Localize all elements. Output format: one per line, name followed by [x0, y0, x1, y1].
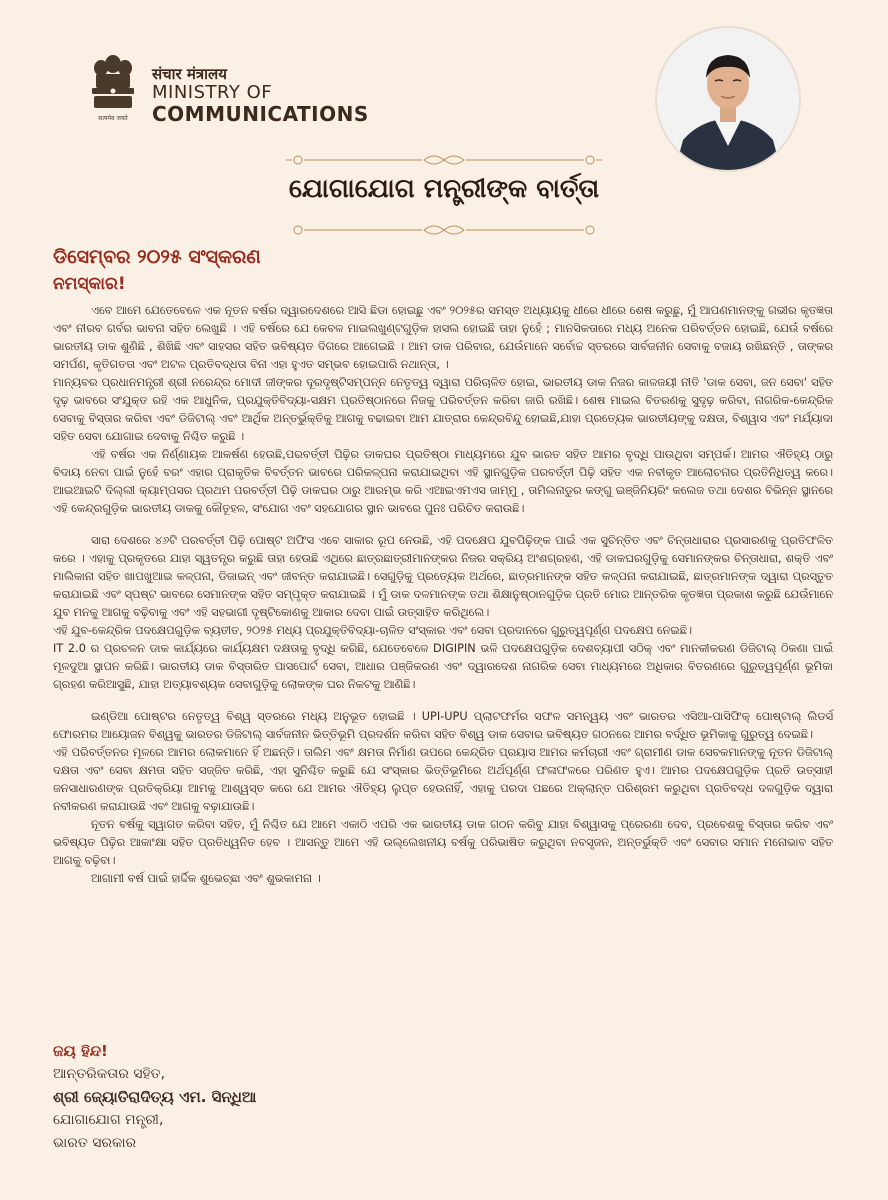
page-title: ଯୋଗାଯୋଗ ମନ୍ତ୍ରୀଙ୍କ ବାର୍ତ୍ତା	[288, 174, 600, 204]
edition-heading: ଡିସେମ୍ବର ୨୦୨୫ ସଂସ୍କରଣ	[53, 246, 261, 268]
paragraph: IT 2.0 ର ପ୍ରଚଳନ ଡାକ କାର୍ଯ୍ୟରେ କାର୍ଯ୍ୟକ୍ଷମ ଦକ୍ଷତାକୁ ବୃଦ୍ଧି କରିଛି, ଯେତେବେଳେ DIGIPIN ଭଳି ପଦକ୍ଷେପଗୁଡ଼ିକ ଦେଶବ୍ୟାପୀ ସଠିକ୍ ଏବଂ ମାନକୀକରଣ ଡିଜିଟାଲ୍ ଠିକଣା ପାଇଁ ମୂଳଦୁଆ ସ୍ଥାପନ କରିଛି। ଭାରତୀୟ ଡାକ ବିସ୍ତାରିତ ପାସପୋର୍ଟ ସେବା, ଆଧାର ପଞ୍ଜିକରଣ ଏବଂ ଦ୍ୱାରଦେଶ ନାଗରିକ ସେବା ମାଧ୍ୟମରେ ଅଧିକାର ବିତରଣରେ ଗୁରୁତ୍ୱପୂର୍ଣ୍ଣ ଭୂମିକା ଗ୍ରହଣ କରିଆସୁଛି, ଯାହା ଅତ୍ୟାବଶ୍ୟକ ସେବାଗୁଡ଼ିକୁ ଲୋକଙ୍କ ଘର ନିକଟକୁ ଆଣିଛି।	[53, 642, 833, 691]
ornamental-divider-top	[284, 152, 604, 168]
minister-portrait	[657, 28, 799, 170]
ministry-name-hindi: संचार मंत्रालय	[152, 65, 227, 83]
national-emblem-icon	[86, 52, 140, 124]
paragraph: ଆଗାମୀ ବର୍ଷ ପାଇଁ ହାର୍ଦ୍ଦିକ ଶୁଭେଚ୍ଛା ଏବଂ ଶୁଭକାମନା ।	[91, 872, 321, 885]
message-body	[53, 302, 833, 888]
paragraph: ଏବେ ଆମେ ଯେତେବେଳେ ଏକ ନୂତନ ବର୍ଷର ଦ୍ୱାରଦେଶରେ ଆସି ଛିଡା ହୋଇଛୁ ଏବଂ ୨୦୨୫ର ସମସ୍ତ ଅଧ୍ୟାୟକୁ ଧୀରେ ଧୀରେ ଶେଷ କରୁଛୁ, ମୁଁ ଆପଣମାନଙ୍କୁ ଗଭୀର କୃତଜ୍ଞତା ଏବଂ ନୀରବ ଗର୍ବର ଭାବନା ସହିତ ଲେଖୁଛି । ଏହି ବର୍ଷରେ ଯେ କେବଳ ମାଇଲଖୁଣ୍ଟଗୁଡ଼ିକ ହାସଲ ହୋଇଛି ତାହା ନୁହେଁ ; ମାନସିକତାରେ ମଧ୍ୟ ଅନେକ ପରିବର୍ତ୍ତନ ହୋଇଛି, ଯେଉଁ ବର୍ଷରେ ଭାରତୀୟ ଡାକ ଶୁଣିଛି , ଶିଖିଛି ଏବଂ ସାହସର ସହିତ ଭବିଷ୍ୟତ ଦିଗରେ ଆଗେଇଛି । ଆମ ଡାକ ପରିବାର, ଯେଉଁମାନେ ସର୍ବୋଚ୍ଚ ସ୍ତରରେ ସାର୍ବଜନୀନ ସେବାକୁ ବଜାୟ ରଖିଛନ୍ତି , ତାଙ୍କର ସମର୍ପଣ, କୃତିଗତତା ଏବଂ ଅଟଳ ପ୍ରତିବଦ୍ଧତା ବିନା ଏହା ହୁଏତ ସମ୍ଭବ ହୋଇପାରି ନଥାନ୍ତା, ।	[53, 304, 833, 371]
paragraph: ନୂତନ ବର୍ଷକୁ ସ୍ୱାଗତ କରିବା ସହିତ, ମୁଁ ନିଶ୍ଚିତ ଯେ ଆମେ ଏକାଠି ଏପରି ଏକ ଭାରତୀୟ ଡାକ ଗଠନ କରିବୁ ଯାହା ବିଶ୍ୱାସକୁ ପ୍ରେରଣା ଦେବ, ପ୍ରବେଶକୁ ବିସ୍ତାର କରିବ ଏବଂ ଭବିଷ୍ୟତ ପିଢ଼ିର ଆକାଂକ୍ଷା ସହିତ ପ୍ରତିଧ୍ୱନିତ ହେବ । ଆସନ୍ତୁ ଆମେ ଏହି ଉଲ୍ଲେଖନୀୟ ବର୍ଷକୁ ପରିଭାଷିତ କରୁଥିବା ନବସୃଜନ, ଅନ୍ତର୍ଭୁକ୍ତି ଏବଂ ସେବାର ସମାନ ମନୋଭାବ ସହିତ ଆଗକୁ ବଢ଼ିବା।	[53, 818, 833, 867]
paragraph: ମାନ୍ୟବର ପ୍ରଧାନମନ୍ତ୍ରୀ ଶ୍ରୀ ନରେନ୍ଦ୍ର ମୋଦୀ ଜୀଙ୍କର ଦୂରଦୃଷ୍ଟିସମ୍ପନ୍ନ ନେତୃତ୍ୱ ଦ୍ୱାରା ପରିଚାଳିତ ହୋଇ, ଭାରତୀୟ ଡାକ ନିଜର କାଳଜୟୀ ନୀତି 'ଡାକ ସେବା, ଜନ ସେବା' ସହିତ ଦୃଢ଼ ଭାବରେ ସଂଯୁକ୍ତ ରହି ଏକ ଆଧୁନିକ, ପ୍ରଯୁକ୍ତିବିଦ୍ୟା-ସକ୍ଷମ ପ୍ରତିଷ୍ଠାନରେ ନିଜକୁ ପରିବର୍ତ୍ତନ କରିବା ଜାରି ରଖିଛି। ଶେଷ ମାଇଲ ବିତରଣକୁ ସୁଦୃଢ଼ କରିବା, ନାଗରିକ-କେନ୍ଦ୍ରିକ ସେବାକୁ ବିସ୍ତାର କରିବା ଏବଂ ଡିଜିଟାଲ୍ ଏବଂ ଆର୍ଥିକ ଅନ୍ତର୍ଭୁକ୍ତିକୁ ଆଗକୁ ବଢାଇବା ଆମ ଯାତ୍ରାର କେନ୍ଦ୍ରବିନ୍ଦୁ ହୋଇଛି,ଯାହା ପ୍ରତ୍ୟେକ ଭାରତୀୟଙ୍କୁ ଦକ୍ଷତା, ବିଶ୍ୱାସ ଏବଂ ମର୍ଯ୍ୟାଦା ସହିତ ସେବା ଯୋଗାଇ ଦେବାକୁ ନିଶ୍ଚିତ କରୁଛି ।	[53, 376, 833, 443]
portrait-illustration	[657, 28, 799, 170]
ministry-name-line2: COMMUNICATIONS	[152, 102, 369, 126]
paragraph: ଇଣ୍ଡିଆ ପୋଷ୍ଟର ନେତୃତ୍ୱ ବିଶ୍ୱ ସ୍ତରରେ ମଧ୍ୟ ଅନୁଭୂତ ହୋଇଛି । UPI-UPU ପ୍ଲାଟଫର୍ମର ସଫଳ ସମନ୍ୱୟ ଏବଂ ଭାରତର ଏସିଆ-ପାସିଫିକ୍ ପୋଷ୍ଟାଲ୍ ଲିଡର୍ସ ଫୋରମର ଆୟୋଜନ ବିଶ୍ୱକୁ ଭାରତର ଡିଜିଟାଲ୍ ସାର୍ବଜନୀନ ଭିତ୍ତିଭୂମି ପ୍ରଦର୍ଶନ କରିବା ସହିତ ବିଶ୍ୱ ଡାକ ସେବାର ଭବିଷ୍ୟତ ଗଠନରେ ଆମର ବର୍ଦ୍ଧିତ ଭୂମିକାକୁ ଗୁରୁତ୍ୱ ଦେଇଛି।	[53, 710, 833, 741]
signatory-government: ଭାରତ ସରକାର	[53, 1135, 137, 1151]
ornamental-divider-bottom	[284, 222, 604, 238]
regards-line: ଆନ୍ତରିକତାର ସହିତ,	[53, 1066, 166, 1082]
signatory-name: ଶ୍ରୀ ଜ୍ୟୋତିରାଦିତ୍ୟ ଏମ. ସିନ୍ଧିଆ	[53, 1088, 257, 1106]
jai-hind: ଜୟ ହିନ୍ଦ!	[53, 1042, 108, 1060]
ministry-name-line1: MINISTRY OF	[152, 82, 273, 103]
emblem-motto: सत्यमेव जयते	[98, 115, 128, 122]
paragraph: ଏହି ଯୁବ-କେନ୍ଦ୍ରିକ ପଦକ୍ଷେପଗୁଡ଼ିକ ବ୍ୟତୀତ, ୨୦୨୫ ମଧ୍ୟ ପ୍ରଯୁକ୍ତିବିଦ୍ୟା-ଚାଳିତ ସଂସ୍କାର ଏବଂ ସେବା ପ୍ରଦାନରେ ଗୁରୁତ୍ୱପୂର୍ଣ୍ଣ ପଦକ୍ଷେପ ନେଇଛି।	[53, 624, 692, 637]
paragraph: ଏହି ବର୍ଷର ଏକ ନିର୍ଣ୍ଣାୟକ ଆକର୍ଷଣ ହେଉଛି,ପରବର୍ତ୍ତୀ ପିଢ଼ିର ଡାକଘର ପ୍ରତିଷ୍ଠା ମାଧ୍ୟମରେ ଯୁବ ଭାରତ ସହିତ ଆମର ବୃଦ୍ଧି ପାଉଥିବା ସମ୍ପର୍କ। ଆମର ଐତିହ୍ୟ ଠାରୁ ବିଦାୟ ନେବା ପାଇଁ ନୁହେଁ ବରଂ ଏହାର ପ୍ରାକୃତିକ ବିବର୍ତ୍ତନ ଭାବରେ ପରିକଳ୍ପନା କରାଯାଇଥିବା ଏହି ସ୍ଥାନଗୁଡ଼ିକ ପରବର୍ତ୍ତୀ ପିଢ଼ି ସହିତ ଏକ ନବୀକୃତ ଆଲୋଚନାର ପ୍ରତିନିଧିତ୍ୱ କରେ। ଆଇଆଇଟି ଦିଲ୍ଲୀ କ୍ୟାମ୍ପସର ପ୍ରଥମ ପରବର୍ତ୍ତୀ ପିଢ଼ି ଡାକଘର ଠାରୁ ଆରମ୍ଭ କରି ଏଆଇଏମଏସ ଜାମ୍ମୁ , ତାମିଲନାଡୁର କଙ୍ଗୁ ଇଞ୍ଜିନିୟରିଂ କଲେଜ ତଥା ଦେଶର ବିଭିନ୍ନ ସ୍ଥାନରେ ଏହି କେନ୍ଦ୍ରଗୁଡ଼ିକ ଭାରତୀୟ ଡାକକୁ କୌତୂହଳ, ସଂଯୋଗ ଏବଂ ସହଯୋଗର ସ୍ଥାନ ଭାବରେ ପୁନଃ ପରିଚିତ କରାଉଛି।	[53, 448, 833, 515]
paragraph: ସାରା ଦେଶରେ ୪୬ଟି ପରବର୍ତ୍ତୀ ପିଢ଼ି ପୋଷ୍ଟ ଅଫିସ ଏବେ ସାକାର ରୂପ ନେଉଛି, ଏହି ପଦକ୍ଷେପ ଯୁବପିଢ଼ିଙ୍କ ପାଇଁ ଏକ ସୁଚିନ୍ତିତ ଏବଂ ଚିନ୍ତାଧାରାର ପ୍ରସାରଣକୁ ପ୍ରତିଫଳିତ କରେ । ଏହାକୁ ପ୍ରକୃତରେ ଯାହା ସ୍ୱତନ୍ତ୍ର କରୁଛି ତାହା ହେଉଛି ଏଥିରେ ଛାତ୍ରଛାତ୍ରୀମାନଙ୍କର ନିଜର ସକ୍ରିୟ ଅଂଶଗ୍ରହଣ, ଏହି ଡାକଘରଗୁଡ଼ିକୁ ସେମାନଙ୍କର ଚିନ୍ତାଧାରା, ଶକ୍ତି ଏବଂ ମାଲିକାନା ସହିତ ଖାପଖୁଆଇ କଳ୍ପନା, ଡିଜାଇନ୍ ଏବଂ ଜୀବନ୍ତ କରାଯାଇଛି। ସେଗୁଡ଼ିକୁ ପ୍ରତ୍ୟେକ ଅର୍ଥରେ, ଛାତ୍ରମାନଙ୍କ ସହିତ କଳ୍ପନା କରାଯାଇଛି, ଛାତ୍ରମାନଙ୍କ ଦ୍ୱାରା ପ୍ରସ୍ତୁତ କରାଯାଇଛି ଏବଂ ସ୍ପଷ୍ଟ ଭାବରେ ସେମାନଙ୍କ ସହିତ ସମ୍ପୃକ୍ତ କରାଯାଇଛି । ମୁଁ ଡାକ ଦଳମାନଙ୍କ ତଥା ଶିକ୍ଷାନୁଷ୍ଠାନଗୁଡ଼ିକ ପ୍ରତି ମୋର ଆନ୍ତରିକ କୃତଜ୍ଞତା ପ୍ରକାଶ କରୁଛି ଯେଉଁମାନେ ଯୁବ ମନକୁ ଆଗକୁ ବଢ଼ିବାକୁ ଏବଂ ଏହି ସହଭାଗୀ ଦୃଷ୍ଟିକୋଣକୁ ଆକାର ଦେବା ପାଇଁ ଉତ୍ସାହିତ କରିଥିଲେ।	[53, 534, 833, 619]
signatory-designation: ଯୋଗାଯୋଗ ମନ୍ତ୍ରୀ,	[53, 1112, 164, 1128]
signature-block	[53, 1040, 256, 1155]
ministry-name-block	[152, 66, 369, 125]
greeting: ନମସ୍କାର!	[53, 274, 126, 294]
paragraph: ଏହି ପରିବର୍ତ୍ତନର ମୂଳରେ ଆମର ଲୋକମାନେ ହିଁ ଅଛନ୍ତି। ତାଲିମ ଏବଂ କ୍ଷମତା ନିର୍ମାଣ ଉପରେ କେନ୍ଦ୍ରିତ ପ୍ରୟାସ ଆମର କର୍ମଚାରୀ ଏବଂ ଗ୍ରାମୀଣ ଡାକ ସେବକମାନଙ୍କୁ ନୂତନ ଡିଜିଟାଲ୍ ଦକ୍ଷତା ଏବଂ ସେବା କ୍ଷମତା ସହିତ ସଜ୍ଜିତ କରିଛି, ଏହା ସୁନିଶ୍ଚିତ କରୁଛି ଯେ ସଂସ୍କାର ଭିତ୍ତିଭୂମିରେ ଅର୍ଥପୂର୍ଣ୍ଣ ଫଳାଫଳରେ ପରିଣତ ହୁଏ। ଆମର ପଦକ୍ଷେପଗୁଡ଼ିକ ପ୍ରତି ଉତ୍ସାହୀ ଜନସାଧାରଣଙ୍କ ପ୍ରତିକ୍ରିୟା ଆମକୁ ଆଶ୍ୱସ୍ତ କରେ ଯେ ଆମର ଐତିହ୍ୟ ଲୁପ୍ତ ହେଉନାହିଁ, ଏହାକୁ ପରଦା ପଛରେ ଅକ୍ଲାନ୍ତ ପରିଶ୍ରମ କରୁଥିବା ପ୍ରତିବଦ୍ଧ ଦଳଗୁଡ଼ିକ ଦ୍ୱାରା ନବୀକରଣ କରାଯାଉଛି ଏବଂ ଆଗକୁ ବଢ଼ାଯାଉଛି।	[53, 746, 833, 813]
